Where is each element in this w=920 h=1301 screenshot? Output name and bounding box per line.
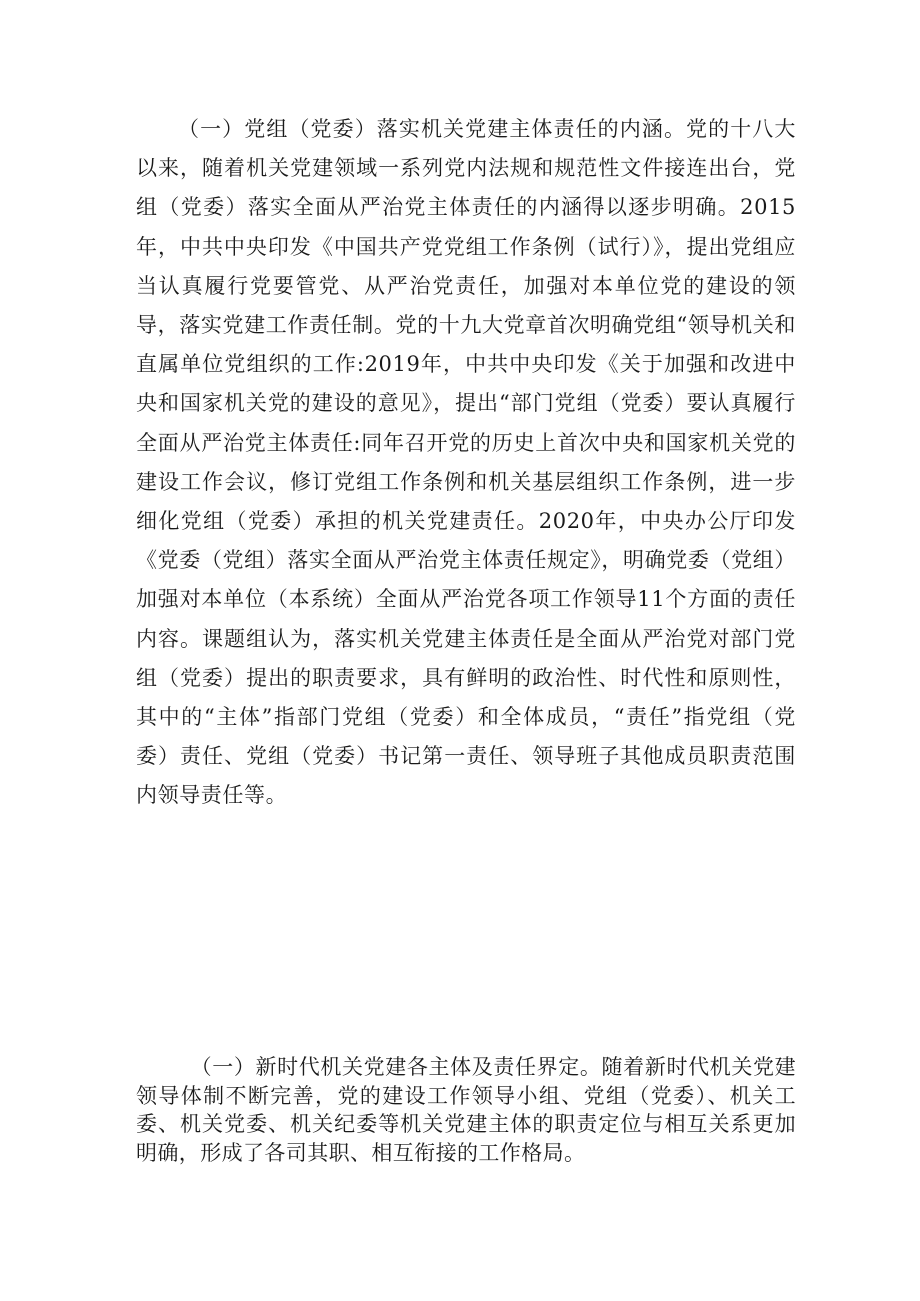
body-paragraph: （一）新时代机关党建各主体及责任界定。随着新时代机关党建领导体制不断完善，党的建设工作领导小组、党组（党委）、机关工委、机关党委、机关纪委等机关党建主体的职责定位与相互关系更加明确，形成了各司其职、相互衔接的工作格局。 xyxy=(136,1055,796,1165)
body-paragraph: （一）党组（党委）落实机关党建主体责任的内涵。党的十八大以来，随着机关党建领域一系列党内法规和规范性文件接连出台，党组（党委）落实全面从严治党主体责任的内涵得以逐步明确。2015年，中共中央印发《中国共产党党组工作条例（试行）》，提出党组应当认真履行党要管党、从严治党责任，加强对本单位党的建设的领导，落实党建工作责任制。党的十九大党章首次明确党组“领导机关和直属单位党组织的工作:2019年，中共中央印发《关于加强和改进中央和国家机关党的建设的意见》，提出“部门党组（党委）要认真履行全面从严治党主体责任:同年召开党的历史上首次中央和国家机关党的建设工作会议，修订党组工作条例和机关基层组织工作条例，进一步细化党组（党委）承担的机关党建责任。2020年，中央办公厅印发《党委（党组）落实全面从严治党主体责任规定》，明确党委（党组）加强对本单位（本系统）全面从严治党各项工作领导11个方面的责任内容。课题组认为，落实机关党建主体责任是全面从严治党对部门党组（党委）提出的职责要求，具有鲜明的政治性、时代性和原则性，其中的“主体”指部门党组（党委）和全体成员，“责任”指党组（党委）责任、党组（党委）书记第一责任、领导班子其他成员职责范围内领导责任等。 xyxy=(136,117,796,808)
